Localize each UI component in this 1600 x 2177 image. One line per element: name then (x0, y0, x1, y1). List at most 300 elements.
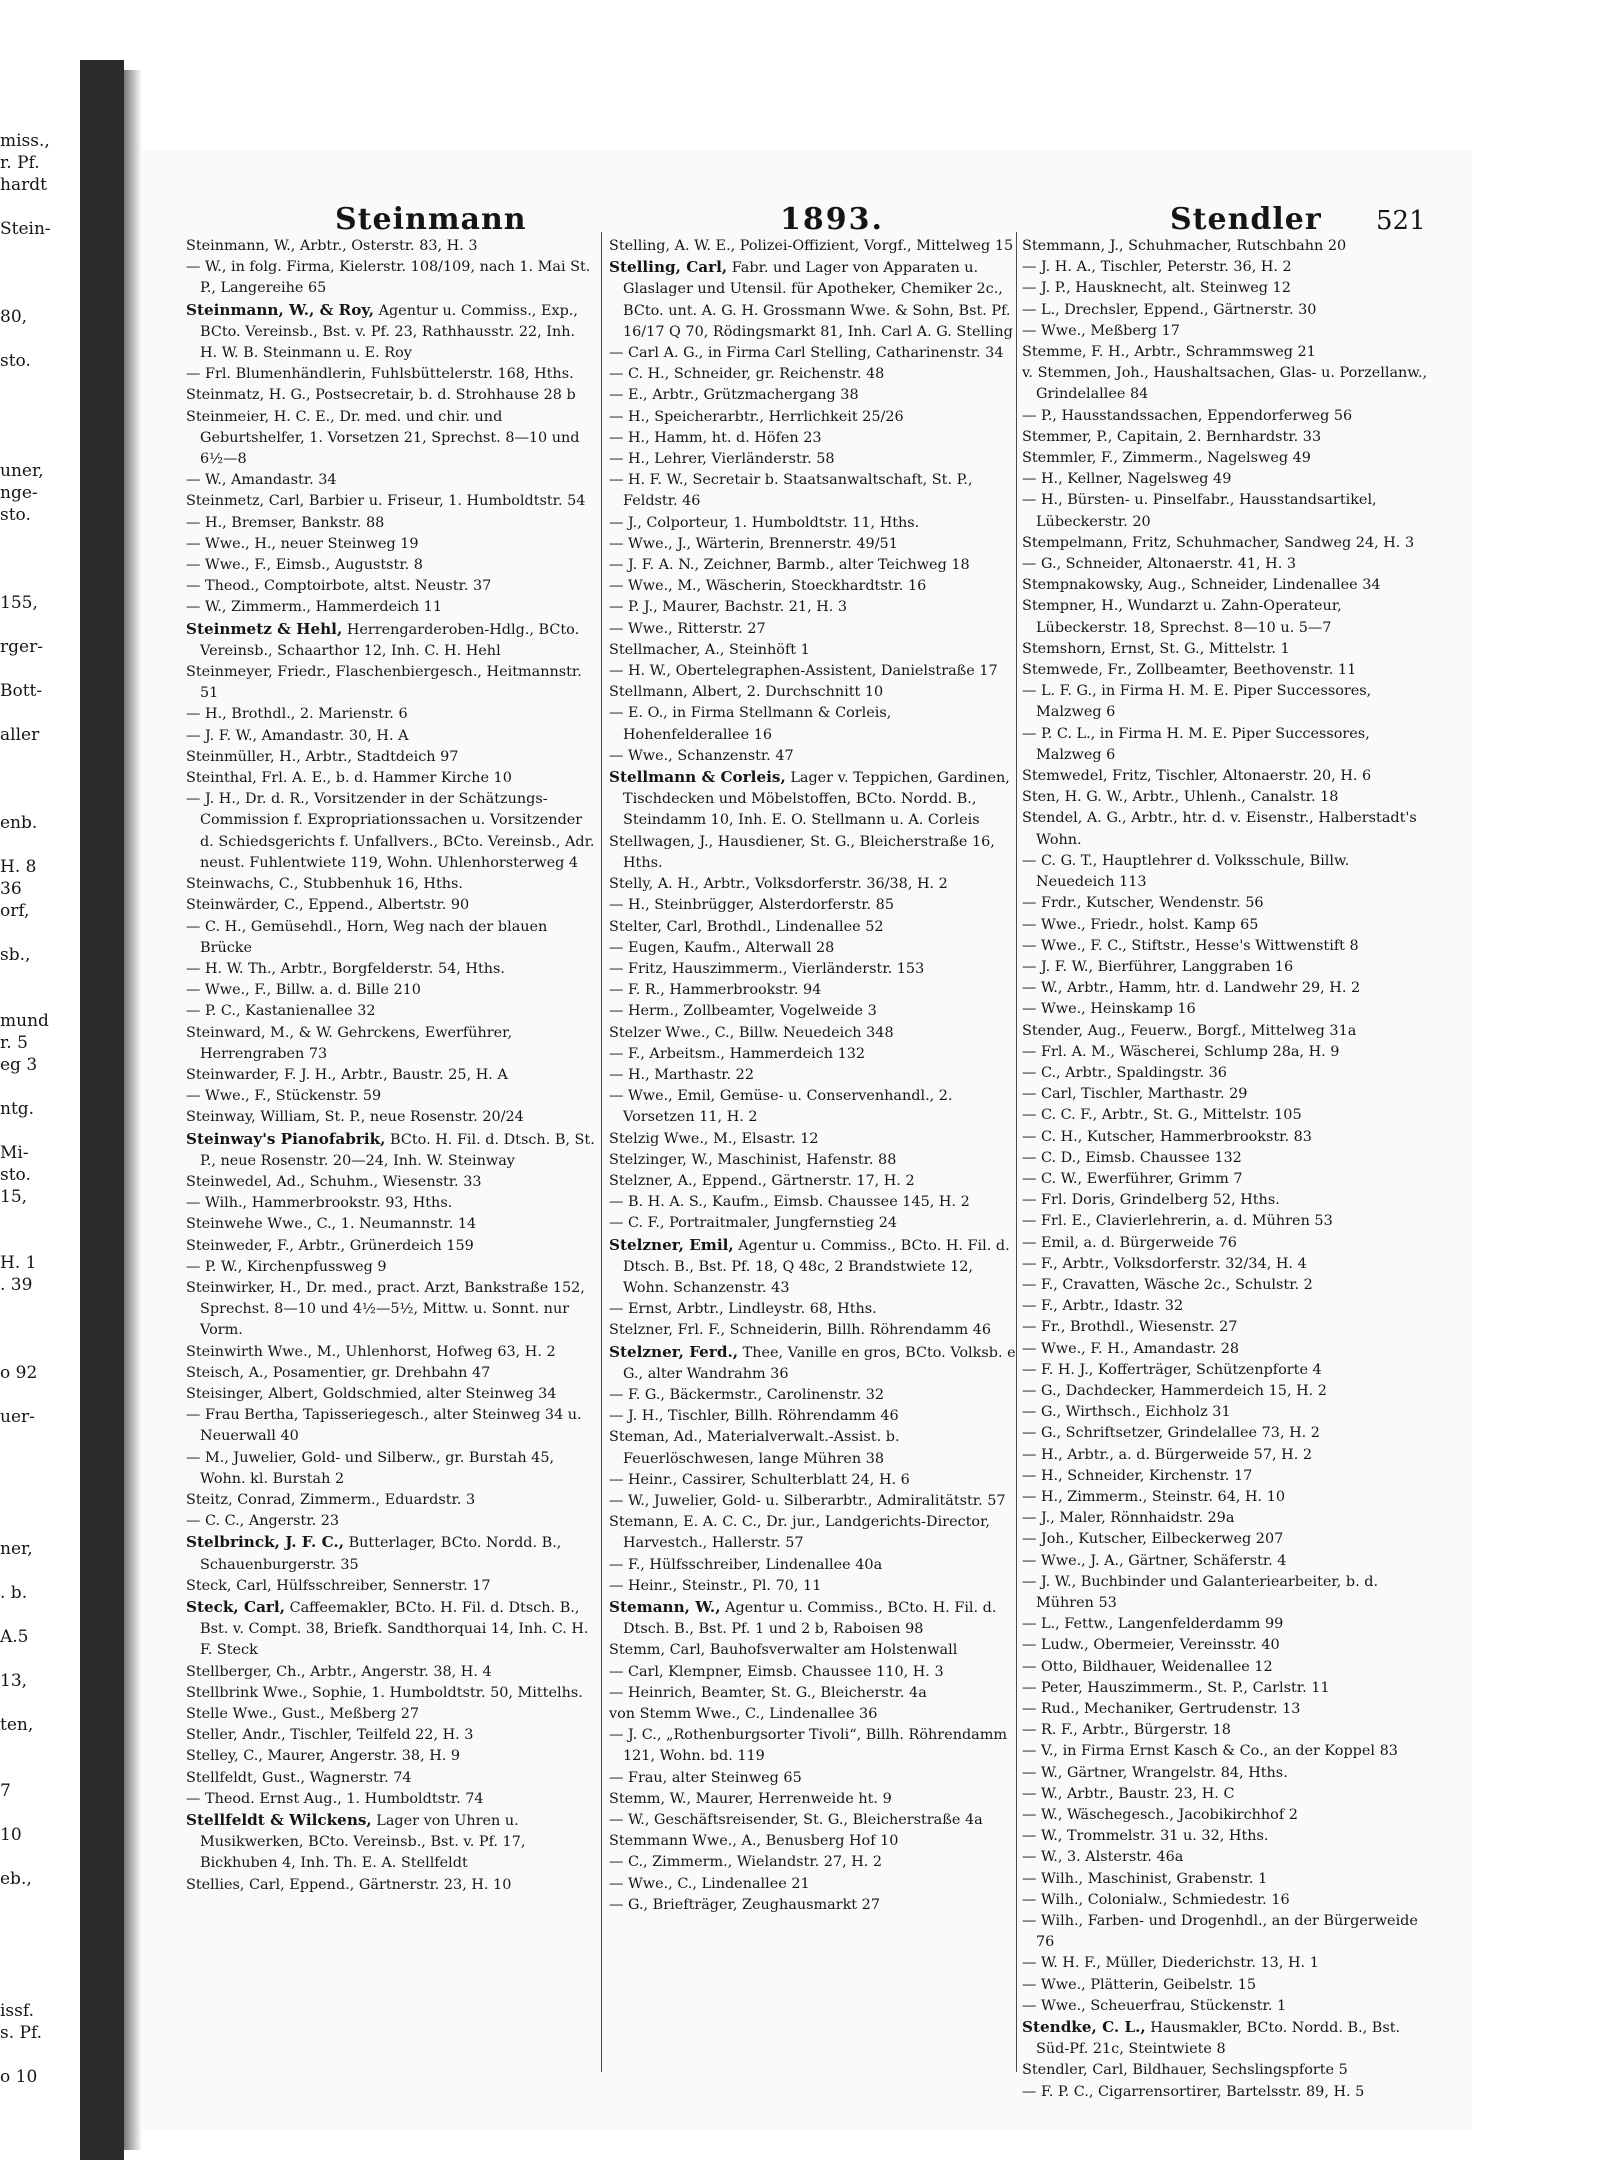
entry-text: Herrengarderoben-Hdlg., BCto. Vereinsb., Schaarthor 12, Inh. C. H. Hehl (200, 621, 580, 659)
entry-text: — H., Marthastr. 22 (609, 1066, 754, 1083)
directory-entry (609, 1725, 1019, 1767)
entry-text: — Wwe., Ritterstr. 27 (609, 620, 766, 637)
directory-entry (609, 407, 1019, 428)
entry-text: — W., Arbtr., Hamm, htr. d. Landwehr 29, H. 2 (1022, 980, 1361, 997)
directory-entry (186, 747, 596, 768)
directory-entry (1022, 1890, 1432, 1911)
directory-entry (609, 1491, 1019, 1512)
entry-text: Stemm, Carl, Bauhofsverwalter am Holstenwall (609, 1642, 958, 1659)
directory-entry (609, 1192, 1019, 1213)
directory-entry (186, 576, 596, 597)
directory-entry (1022, 681, 1432, 723)
entry-text: — Carl, Tischler, Marthastr. 29 (1022, 1086, 1248, 1103)
entry-text: Sten, H. G. W., Arbtr., Uhlenh., Canalstr. 18 (1022, 789, 1339, 806)
directory-entry (1022, 1678, 1432, 1699)
directory-entry (1022, 1317, 1432, 1338)
entry-text: — L., Drechsler, Eppend., Gärtnerstr. 30 (1022, 301, 1317, 318)
entry-text: — C. W., Ewerführer, Grimm 7 (1022, 1170, 1243, 1187)
margin-fragment: sto. (0, 1165, 31, 1185)
book-gutter (80, 60, 124, 2160)
directory-entry (609, 1406, 1019, 1427)
directory-entry (609, 364, 1019, 385)
entry-text: — Emil, a. d. Bürgerweide 76 (1022, 1234, 1237, 1251)
margin-fragment: eb., (0, 1869, 32, 1889)
directory-entry (1022, 596, 1432, 638)
entry-firm-name: Steck, Carl, (186, 1598, 285, 1616)
margin-fragment: enb. (0, 813, 38, 833)
entry-text: — W., 3. Alsterstr. 46a (1022, 1849, 1184, 1866)
entry-text: Stellmacher, A., Steinhöft 1 (609, 641, 810, 658)
directory-entry (609, 1044, 1019, 1065)
directory-entry (186, 1746, 596, 1767)
margin-fragment: Bott- (0, 681, 43, 701)
margin-fragment: . 39 (0, 1275, 33, 1295)
directory-entry (1022, 1339, 1432, 1360)
margin-fragment: . b. (0, 1583, 28, 1603)
margin-fragment: sb., (0, 945, 31, 965)
directory-entry (1022, 1996, 1432, 2017)
entry-text: — Frdr., Kutscher, Wendenstr. 56 (1022, 895, 1264, 912)
entry-text: — W., Amandastr. 34 (186, 472, 337, 489)
directory-entry (1022, 1551, 1432, 1572)
entry-text: Steinwedel, Ad., Schuhm., Wiesenstr. 33 (186, 1173, 482, 1190)
entry-text: — Frl. A. M., Wäscherei, Schlump 28a, H. 9 (1022, 1043, 1340, 1060)
margin-fragment: uer- (0, 1407, 35, 1427)
directory-entry (1022, 2060, 1432, 2081)
directory-entry (186, 597, 596, 618)
directory-entry (186, 1214, 596, 1235)
directory-entry (186, 1363, 596, 1384)
entry-firm-name: Steinway's Pianofabrik, (186, 1129, 386, 1148)
directory-entry (609, 703, 1019, 745)
directory-entry (609, 1810, 1019, 1831)
entry-text: — Carl, Klempner, Eimsb. Chaussee 110, H. 3 (609, 1663, 944, 1680)
directory-column-1 (186, 236, 596, 1896)
entry-text: — C. H., Schneider, gr. Reichenstr. 48 (609, 366, 885, 383)
directory-entry (186, 1086, 596, 1107)
margin-fragment: miss., (0, 131, 50, 151)
directory-entry (1022, 1847, 1432, 1868)
entry-text: — Heinr., Steinstr., Pl. 70, 11 (609, 1577, 822, 1594)
entry-text: — C., Zimmerm., Wielandstr. 27, H. 2 (609, 1854, 883, 1871)
directory-entry (186, 470, 596, 491)
directory-entry (1022, 851, 1432, 893)
directory-entry (1022, 257, 1432, 278)
directory-entry (1022, 1381, 1432, 1402)
entry-text: — W., Gärtner, Wrangelstr. 84, Hths. (1022, 1764, 1288, 1781)
entry-text: Steinweder, F., Arbtr., Grünerdeich 159 (186, 1237, 474, 1254)
entry-text: — C. C., Angerstr. 23 (186, 1513, 340, 1530)
page-number: 521 (1376, 206, 1426, 236)
margin-fragment: aller (0, 725, 40, 745)
margin-fragment: o 92 (0, 1363, 38, 1383)
directory-entry (186, 1278, 596, 1342)
directory-entry (1022, 1360, 1432, 1381)
entry-text: — Wwe., H., neuer Steinweg 19 (186, 535, 419, 552)
entry-text: — J. F. A. N., Zeichner, Barmb., alter Teichweg 18 (609, 557, 970, 574)
directory-entry (609, 767, 1019, 832)
entry-text: Steinthal, Frl. A. E., b. d. Hammer Kirche 10 (186, 770, 512, 787)
entry-text: Steman, Ad., Materialverwalt.-Assist. b. Feuerlöschwesen, lange Mühren 38 (609, 1429, 900, 1467)
directory-entry (186, 1662, 596, 1683)
entry-text: — F. G., Bäckermstr., Carolinenstr. 32 (609, 1386, 885, 1403)
entry-text: — F., Cravatten, Wäsche 2c., Schulstr. 2 (1022, 1276, 1313, 1293)
directory-entry (1022, 236, 1432, 257)
margin-fragment: 15, (0, 1187, 28, 1207)
margin-fragment: r. 5 (0, 1033, 28, 1053)
directory-entry (609, 1895, 1019, 1916)
directory-entry (186, 257, 596, 299)
entry-text: — F. R., Hammerbrookstr. 94 (609, 982, 822, 999)
entry-text: — C. C. F., Arbtr., St. G., Mittelstr. 105 (1022, 1107, 1302, 1124)
entry-text: — G., Dachdecker, Hammerdeich 15, H. 2 (1022, 1382, 1327, 1399)
entry-text: — H., Steinbrügger, Alsterdorferstr. 85 (609, 897, 894, 914)
directory-entry (1022, 936, 1432, 957)
directory-entry (1022, 1572, 1432, 1614)
entry-text: Stellwagen, J., Hausdiener, St. G., Bleicherstraße 16, Hths. (609, 833, 995, 871)
directory-entry (609, 513, 1019, 534)
entry-text: — H. W. Th., Arbtr., Borgfelderstr. 54, Hths. (186, 960, 505, 977)
directory-entry (1022, 554, 1432, 575)
entry-text: Stellies, Carl, Eppend., Gärtnerstr. 23, H. 10 (186, 1876, 512, 1893)
margin-fragment: 36 (0, 879, 22, 899)
directory-entry (1022, 1190, 1432, 1211)
directory-entry (186, 1725, 596, 1746)
margin-fragment: 80, (0, 307, 28, 327)
directory-entry (1022, 1763, 1432, 1784)
entry-text: — C. G. T., Hauptlehrer d. Volksschule, Billw. Neuedeich 113 (1022, 852, 1350, 891)
directory-entry (1022, 1127, 1432, 1148)
entry-text: Hausmakler, BCto. Nordd. B., Bst. Süd-Pf. 21c, Steintwiete 8 (1036, 2020, 1401, 2058)
entry-text: Steinmeyer, Friedr., Flaschenbiergesch., Heitmannstr. 51 (186, 664, 582, 702)
entry-text: Steinwehe Wwe., C., 1. Neumannstr. 14 (186, 1216, 477, 1233)
margin-fragment: 13, (0, 1671, 28, 1691)
entry-text: — P. C. L., in Firma H. M. E. Piper Successores, Malzweg 6 (1022, 725, 1370, 763)
directory-entry (1022, 1805, 1432, 1826)
entry-text: — J. H., Tischler, Billh. Röhrendamm 46 (609, 1408, 899, 1425)
directory-entry (609, 1852, 1019, 1873)
directory-entry (609, 597, 1019, 618)
directory-entry (1022, 787, 1432, 808)
directory-entry (609, 1150, 1019, 1171)
entry-text: Stemann, E. A. C. C., Dr. jur., Landgerichts-Director, Harvestch., Hallerstr. 57 (609, 1514, 990, 1552)
directory-entry (609, 1768, 1019, 1789)
margin-fragment: 155, (0, 593, 38, 613)
gutter-shadow (124, 70, 142, 2150)
entry-text: Stelzig Wwe., M., Elsastr. 12 (609, 1130, 819, 1147)
entry-text: — Theod. Ernst Aug., 1. Humboldtstr. 74 (186, 1790, 484, 1807)
entry-text: Stendler, Carl, Bildhauer, Sechslingspforte 5 (1022, 2062, 1348, 2079)
directory-entry (1022, 1699, 1432, 1720)
directory-entry (609, 661, 1019, 682)
entry-text: — J. F. W., Bierführer, Langgraben 16 (1022, 958, 1294, 975)
directory-entry (186, 1129, 596, 1172)
directory-entry (1022, 1148, 1432, 1169)
directory-column-3 (1022, 236, 1432, 2103)
entry-text: — Wilh., Hammerbrookstr. 93, Hths. (186, 1195, 453, 1212)
directory-entry (609, 1470, 1019, 1491)
entry-text: Steitz, Conrad, Zimmerm., Eduardstr. 3 (186, 1491, 476, 1508)
entry-firm-name: Stellfeldt & Wilckens, (186, 1811, 372, 1830)
directory-entry (186, 1065, 596, 1086)
entry-text: Stendel, A. G., Arbtr., htr. d. v. Eisenstr., Halberstadt's Wohn. (1022, 810, 1417, 848)
entry-text: — L., Fettw., Langenfelderdamm 99 (1022, 1616, 1284, 1633)
entry-text: — H., Schneider, Kirchenstr. 17 (1022, 1467, 1253, 1484)
directory-entry (186, 300, 596, 365)
entry-text: — H., Bürsten- u. Pinselfabr., Hausstandsartikel, Lübeckerstr. 20 (1022, 492, 1377, 530)
directory-entry (609, 938, 1019, 959)
directory-entry (186, 1107, 596, 1128)
entry-firm-name: Stelling, Carl, (609, 258, 728, 277)
directory-entry (1022, 808, 1432, 850)
margin-fragment: mund (0, 1011, 49, 1031)
directory-entry (1022, 1084, 1432, 1105)
entry-text: — W., Trommelstr. 31 u. 32, Hths. (1022, 1828, 1269, 1845)
directory-entry (186, 1490, 596, 1511)
directory-entry (186, 704, 596, 725)
directory-entry (1022, 1021, 1432, 1042)
margin-fragment: 10 (0, 1825, 22, 1845)
entry-text: Stemwede, Fr., Zollbeamter, Beethovenstr. 11 (1022, 662, 1357, 679)
directory-entry (186, 1172, 596, 1193)
entry-text: Lager v. Teppichen, Gardinen, Tischdecken und Möbelstoffen, BCto. Nordd. B., Steindamm 10, Inh. E. O. Stellmann u. A. Corleis (623, 770, 1010, 829)
directory-entry (609, 682, 1019, 703)
directory-entry (609, 1512, 1019, 1554)
entry-text: Steinmatz, H. G., Postsecretair, b. d. Strohhause 28 b (186, 387, 576, 404)
entry-firm-name: Stelzner, Emil, (609, 1235, 734, 1254)
margin-fragment: H. 8 (0, 857, 37, 877)
directory-entry (1022, 363, 1432, 405)
margin-fragment: eg 3 (0, 1055, 38, 1075)
entry-text: — J., Maler, Rönnhaidstr. 29a (1022, 1510, 1235, 1527)
margin-fragment: ten, (0, 1715, 34, 1735)
entry-firm-name: Stelzner, Ferd., (609, 1342, 739, 1361)
directory-entry (186, 619, 596, 662)
directory-entry (609, 980, 1019, 1001)
entry-text: — Wwe., F., Stückenstr. 59 (186, 1088, 382, 1105)
directory-entry (186, 959, 596, 980)
directory-entry (186, 768, 596, 789)
directory-entry (186, 917, 596, 959)
directory-entry (186, 555, 596, 576)
directory-entry (186, 513, 596, 534)
entry-firm-name: Steinmetz & Hehl, (186, 619, 343, 638)
entry-text: — E. O., in Firma Stellmann & Corleis, Hohenfelderallee 16 (609, 705, 892, 743)
entry-text: — J. C., „Rothenburgsorter Tivoli“, Billh. Röhrendamm 121, Wohn. bd. 119 (609, 1727, 1008, 1765)
directory-entry (609, 1640, 1019, 1661)
entry-text: Steinmeier, H. C. E., Dr. med. und chir. und Geburtshelfer, 1. Vorsetzen 21, Sprechst. 8—10 und 6½—8 (186, 408, 580, 468)
entry-text: — Wwe., Emil, Gemüse- u. Conservenhandl., 2. Vorsetzen 11, H. 2 (609, 1088, 953, 1126)
entry-text: — B. H. A. S., Kaufm., Eimsb. Chaussee 145, H. 2 (609, 1194, 970, 1211)
entry-text: Steinmetz, Carl, Barbier u. Friseur, 1. Humboldtstr. 54 (186, 493, 586, 510)
directory-entry (186, 407, 596, 471)
directory-entry (1022, 1296, 1432, 1317)
entry-text: — Wwe., Heinskamp 16 (1022, 1001, 1196, 1018)
entry-text: — Wwe., F. H., Amandastr. 28 (1022, 1340, 1240, 1357)
entry-text: Steinway, William, St. P., neue Rosenstr. 20/24 (186, 1109, 524, 1126)
directory-entry (609, 1065, 1019, 1086)
entry-text: — F. H. J., Kofferträger, Schützenpforte 4 (1022, 1361, 1322, 1378)
entry-text: — P. C., Kastanienallee 32 (186, 1003, 376, 1020)
entry-text: — Carl A. G., in Firma Carl Stelling, Catharinenstr. 34 (609, 345, 1004, 362)
directory-entry (186, 1257, 596, 1278)
entry-text: Steinward, M., & W. Gehrckens, Ewerführer, Herrengraben 73 (186, 1024, 513, 1062)
entry-text: Lager von Uhren u. Musikwerken, BCto. Vereinsb., Bst. v. Pf. 17, Bickhuben 4, Inh. Th. E. A. Stellfeldt (200, 1813, 526, 1872)
directory-entry (609, 640, 1019, 661)
entry-text: Steck, Carl, Hülfsschreiber, Sennerstr. 17 (186, 1577, 491, 1594)
directory-entry (609, 534, 1019, 555)
margin-fragment: rger- (0, 637, 43, 657)
directory-entry (609, 1129, 1019, 1150)
directory-entry (1022, 1911, 1432, 1953)
directory-entry (186, 1342, 596, 1363)
entry-text: Stelzner, A., Eppend., Gärtnerstr. 17, H. 2 (609, 1172, 915, 1189)
directory-entry (1022, 575, 1432, 596)
directory-entry (1022, 957, 1432, 978)
entry-text: — F., Hülfsschreiber, Lindenallee 40a (609, 1556, 883, 1573)
directory-entry (609, 1342, 1019, 1385)
entry-text: — C. F., Portraitmaler, Jungfernstieg 24 (609, 1215, 898, 1232)
entry-text: — F., Arbtr., Volksdorferstr. 32/34, H. 4 (1022, 1255, 1307, 1272)
entry-text: — E., Arbtr., Grützmachergang 38 (609, 387, 859, 404)
directory-entry (1022, 1975, 1432, 1996)
entry-text: Steinwarder, F. J. H., Arbtr., Baustr. 25, H. A (186, 1066, 508, 1083)
directory-entry (186, 1576, 596, 1597)
entry-text: — F., Arbtr., Idastr. 32 (1022, 1298, 1184, 1315)
entry-text: — Eugen, Kaufm., Alterwall 28 (609, 939, 835, 956)
entry-text: — Wwe., Meßberg 17 (1022, 322, 1180, 339)
margin-fragment: nge- (0, 483, 38, 503)
directory-entry (1022, 1402, 1432, 1423)
entry-text: — W., in folg. Firma, Kielerstr. 108/109, nach 1. Mai St. P., Langereihe 65 (186, 259, 591, 297)
column-rule (601, 232, 602, 2072)
entry-text: — Wwe., J. A., Gärtner, Schäferstr. 4 (1022, 1552, 1287, 1569)
entry-text: Stelling, A. W. E., Polizei-Offizient, Vorgf., Mittelweg 15 (609, 238, 1014, 254)
directory-entry (186, 662, 596, 704)
directory-entry (609, 1001, 1019, 1022)
directory-entry (609, 895, 1019, 916)
directory-entry (1022, 978, 1432, 999)
directory-entry (609, 1086, 1019, 1128)
entry-text: — H., Bremser, Bankstr. 88 (186, 514, 385, 531)
entry-text: — G., Wirthsch., Eichholz 31 (1022, 1404, 1231, 1421)
directory-entry (1022, 1826, 1432, 1847)
margin-fragment: s. Pf. (0, 2023, 43, 2043)
directory-entry (609, 1831, 1019, 1852)
margin-fragment: uner, (0, 461, 44, 481)
directory-entry (1022, 639, 1432, 660)
directory-entry (609, 1789, 1019, 1810)
directory-entry (1022, 1741, 1432, 1762)
directory-entry (1022, 490, 1432, 532)
entry-text: Stemmer, P., Capitain, 2. Bernhardstr. 33 (1022, 428, 1322, 445)
entry-text: Stemme, F. H., Arbtr., Schrammsweg 21 (1022, 344, 1316, 361)
directory-entry (609, 1874, 1019, 1895)
directory-entry (1022, 1105, 1432, 1126)
directory-entry (186, 1001, 596, 1022)
entry-text: Stellfeldt, Gust., Wagnerstr. 74 (186, 1769, 412, 1786)
entry-text: — C., Arbtr., Spaldingstr. 36 (1022, 1064, 1227, 1081)
directory-entry (186, 1768, 596, 1789)
directory-entry (1022, 915, 1432, 936)
entry-text: — Wwe., Schanzenstr. 47 (609, 747, 794, 764)
entry-text: — Frl. Doris, Grindelberg 52, Hths. (1022, 1192, 1280, 1209)
entry-text: — P., Hausstandssachen, Eppendorferweg 56 (1022, 407, 1353, 424)
entry-text: — C. D., Eimsb. Chaussee 132 (1022, 1149, 1242, 1166)
entry-text: Agentur u. Commiss., BCto. H. Fil. d. Dtsch. B., Bst. Pf. 18, Q 48c, 2 Brandstwiete 12, Wohn. Schanzenstr. 43 (623, 1237, 1010, 1296)
entry-text: Steinwärder, C., Eppend., Albertstr. 90 (186, 897, 470, 914)
directory-entry (609, 832, 1019, 874)
entry-text: — Wwe., F. C., Stiftstr., Hesse's Wittwenstift 8 (1022, 937, 1359, 954)
entry-text: — Wilh., Colonialw., Schmiedestr. 16 (1022, 1891, 1290, 1908)
entry-text: — F., Arbeitsm., Hammerdeich 132 (609, 1045, 866, 1062)
directory-entry (1022, 1635, 1432, 1656)
entry-firm-name: Steinmann, W., & Roy, (186, 300, 374, 319)
entry-text: BCto. H. Fil. d. Dtsch. B, St. P., neue Rosenstr. 20—24, Inh. W. Steinway (200, 1131, 595, 1169)
directory-entry (186, 364, 596, 385)
entry-text: Stemmann Wwe., A., Benusberg Hof 10 (609, 1833, 899, 1850)
entry-text: Stempelmann, Fritz, Schuhmacher, Sandweg 24, H. 3 (1022, 534, 1415, 551)
directory-entry (1022, 2017, 1432, 2060)
entry-text: — Frau, alter Steinweg 65 (609, 1769, 802, 1786)
entry-text: Stemwedel, Fritz, Tischler, Altonaerstr. 20, H. 6 (1022, 768, 1372, 785)
directory-entry (1022, 1487, 1432, 1508)
directory-entry (186, 1405, 596, 1447)
directory-entry (186, 980, 596, 1001)
entry-text: — Wwe., Friedr., holst. Kamp 65 (1022, 916, 1259, 933)
entry-text: — W., Wäschegesch., Jacobikirchhof 2 (1022, 1807, 1298, 1824)
entry-firm-name: Stellmann & Corleis, (609, 768, 786, 787)
directory-entry (1022, 1466, 1432, 1487)
directory-entry (186, 236, 596, 257)
directory-entry (609, 619, 1019, 640)
directory-entry (609, 1662, 1019, 1683)
directory-entry (186, 1789, 596, 1810)
directory-entry (609, 1555, 1019, 1576)
directory-entry (1022, 469, 1432, 490)
margin-fragment: o 10 (0, 2067, 38, 2087)
directory-entry (186, 726, 596, 747)
margin-fragment: H. 1 (0, 1253, 37, 1273)
entry-text: Stelzner, Frl. F., Schneiderin, Billh. Röhrendamm 46 (609, 1322, 992, 1339)
margin-fragment: ntg. (0, 1099, 35, 1119)
entry-text: Steinwirker, H., Dr. med., pract. Arzt, Bankstraße 152, Sprechst. 8—10 und 4½—5½, Mittw. u. Sonnt. nur Vorm. (186, 1279, 585, 1339)
entry-text: — J. F. W., Amandastr. 30, H. A (186, 727, 409, 744)
entry-text: Caffeemakler, BCto. H. Fil. d. Dtsch. B., Bst. v. Compt. 38, Briefk. Sandthorquai 14, Inh. C. H. F. Steck (200, 1600, 589, 1659)
directory-entry (609, 1320, 1019, 1341)
entry-text: — Wwe., J., Wärterin, Brennerstr. 49/51 (609, 535, 898, 552)
directory-entry (1022, 1657, 1432, 1678)
entry-text: — Peter, Hauszimmerm., St. P., Carlstr. 11 (1022, 1679, 1330, 1696)
directory-entry (609, 1299, 1019, 1320)
directory-entry (609, 1576, 1019, 1597)
directory-entry (609, 1171, 1019, 1192)
entry-firm-name: Stelbrinck, J. F. C., (186, 1533, 344, 1552)
entry-text: Stellmann, Albert, 2. Durchschnitt 10 (609, 684, 884, 701)
directory-entry (609, 1023, 1019, 1044)
directory-entry (186, 1023, 596, 1065)
entry-text: Steinmann, W., Arbtr., Osterstr. 83, H. 3 (186, 238, 478, 254)
entry-text: — Wwe., Scheuerfrau, Stückenstr. 1 (1022, 1997, 1287, 2014)
entry-text: — J. P., Hausknecht, alt. Steinweg 12 (1022, 280, 1291, 297)
directory-entry (609, 746, 1019, 767)
directory-entry (186, 534, 596, 555)
directory-entry (1022, 1211, 1432, 1232)
entry-text: — H. W., Obertelegraphen-Assistent, Danielstraße 17 (609, 663, 998, 680)
entry-text: — R. F., Arbtr., Bürgerstr. 18 (1022, 1722, 1231, 1739)
margin-fragment: ner, (0, 1539, 33, 1559)
directory-entry (186, 491, 596, 512)
